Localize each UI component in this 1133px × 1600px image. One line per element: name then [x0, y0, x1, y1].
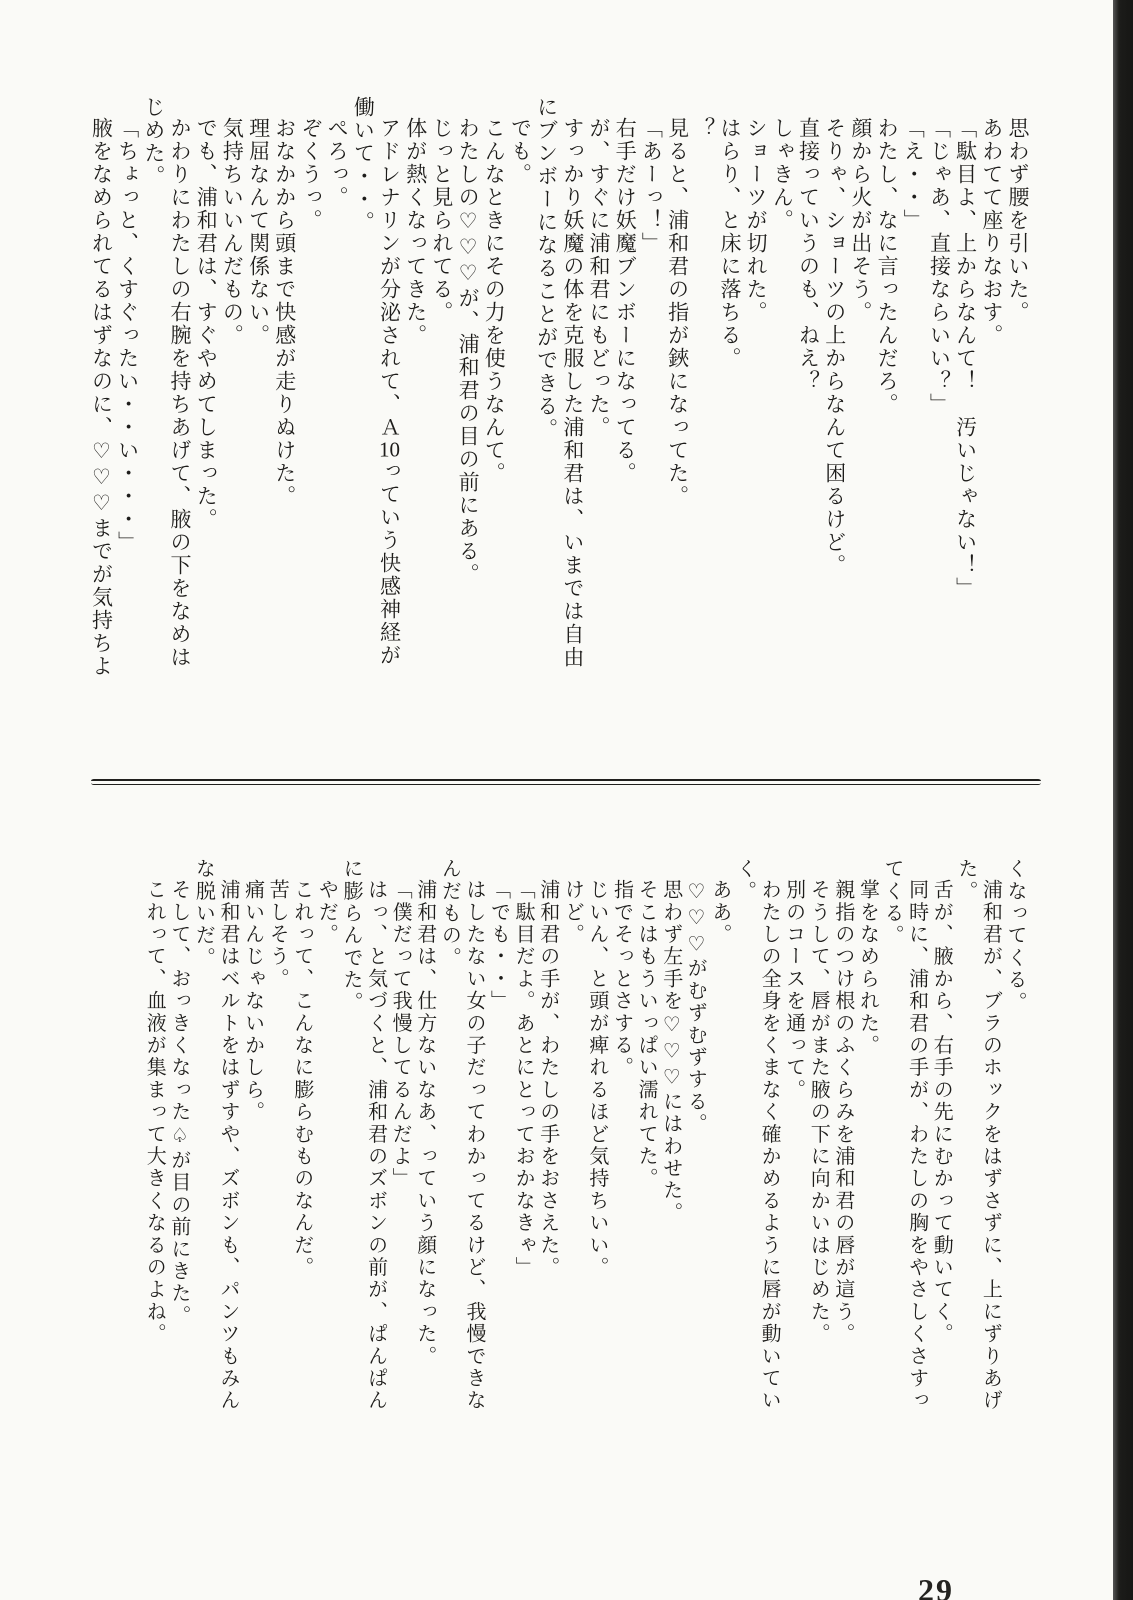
text-line: 右手だけ妖魔ブンボーになってる。: [613, 117, 638, 485]
scan-edge-black-strip: [1113, 0, 1133, 1600]
section-divider-rule: [91, 779, 1041, 785]
text-line: 「でも・・」: [487, 879, 510, 1013]
page-number: 29: [918, 1572, 954, 1600]
text-line: 苦しそう。: [266, 879, 289, 990]
text-line: ショーツが切れた。: [744, 117, 769, 324]
text-line: 掌をなめられた。: [856, 879, 879, 1057]
text-line: 痛いんじゃないかしら。: [241, 879, 264, 1124]
text-line: 浦和君は、仕方ないなあ、っていう顔になった。: [413, 879, 436, 1368]
text-line: 思わず腰を引いた。: [1006, 117, 1030, 324]
text-line: 腋をなめられてるはずなのに、♡♡♡までが気持ちよ: [89, 117, 114, 678]
top-text-block: [90, 96, 1033, 706]
text-line: かわりにわたしの右腕を持ちあげて、腋の下をなめは: [168, 117, 192, 669]
text-line: わたしの全身をくまなく確かめるように唇が動いてい: [758, 879, 781, 1412]
text-line: ♡♡♡がむずむずする。: [684, 879, 707, 1136]
text-line: 体が熱くなってきた。: [403, 117, 428, 347]
text-line: あわてて座りなおす。: [979, 117, 1004, 347]
text-line: 気持ちいいんだもの。: [220, 117, 245, 347]
text-line: 別のコースを通って。: [782, 879, 805, 1101]
text-line: 舌が、腋から、右手の先にむかって動いてく。: [930, 879, 953, 1346]
text-line: しゃきん。: [770, 117, 795, 232]
text-line: た。: [954, 858, 977, 903]
text-line: 直接っていうのも、ねえ？: [796, 117, 821, 393]
text-line: でも。: [508, 117, 533, 186]
text-line: けど。: [561, 879, 584, 946]
text-line: んだもの。: [438, 858, 461, 969]
text-line: わたしの♡♡♡が、浦和君の目の前にある。: [456, 117, 481, 586]
text-line: く。: [733, 858, 756, 903]
text-line: 同時に、浦和君の手が、わたしの胸をやさしくさすっ: [905, 879, 928, 1412]
text-line: はっ、と気づくと、浦和君のズボンの前が、ぱんぱん: [364, 879, 387, 1412]
text-line: 思わず左手を♡♡♡にはわせた。: [659, 879, 682, 1224]
text-line: 働いて・・。: [351, 96, 376, 234]
text-line: わたし、なに言ったんだろ。: [875, 117, 900, 416]
text-line: すっかり妖魔の体を克服した浦和君は、いまでは自由: [560, 117, 585, 669]
text-line: 「駄目だよ。あとにとっておかなきゃ」: [512, 879, 535, 1279]
text-line: 浦和君はベルトをはずすや、ズボンも、パンツもみん: [217, 879, 239, 1412]
text-line: ？: [691, 117, 716, 140]
text-line: でも、浦和君は、すぐやめてしまった。: [194, 117, 219, 531]
text-line: 浦和君が、ブラのホックをはずさずに、上にずりあげ: [979, 879, 1002, 1412]
text-line: これって、こんなに膨らむものなんだ。: [290, 879, 313, 1279]
text-line: てくる。: [881, 858, 904, 947]
text-line: そりゃ、ショーツの上からなんて困るけど。: [822, 117, 847, 577]
text-line: おなかから頭まで快感が走りぬけた。: [272, 117, 297, 508]
text-line: ああ。: [708, 879, 731, 946]
text-line: そして、おっきくなった♤が目の前にきた。: [167, 879, 190, 1327]
text-line: 「あーっ！」: [639, 117, 664, 255]
text-line: 見ると、浦和君の指が鋏になってた。: [665, 117, 690, 508]
text-line: 指でそっとさする。: [610, 879, 633, 1079]
text-line: じっと見られてる。: [429, 117, 454, 324]
text-line: こんなときにその力を使うなんて。: [482, 117, 507, 485]
text-line: じめた。: [141, 96, 166, 188]
text-line: 親指のつけ根のふくらみを浦和君の唇が這う。: [831, 879, 854, 1346]
text-line: 「じゃあ、直接ならいい？」: [927, 117, 952, 416]
text-line: が、すぐに浦和君にもどった。: [587, 117, 611, 439]
text-line: ぺろっ。: [325, 117, 350, 209]
text-line: やだ。: [315, 879, 338, 946]
text-line: ぞくうっ。: [298, 117, 323, 232]
text-line: 理屈なんて関係ない。: [246, 117, 271, 347]
text-line: 「ちょっと、くすぐったい・・い・・・」: [115, 117, 140, 554]
text-line: アドレナリンが分泌されて、Ａ10っていう快感神経が: [377, 117, 402, 667]
text-line: そうして、唇がまた腋の下に向かいはじめた。: [807, 879, 830, 1346]
text-line: 「え・・」: [901, 117, 926, 232]
text-line: 「駄目よ、上からなんて！ 汚いじゃない！」: [953, 117, 978, 600]
text-line: な脱いだ。: [192, 858, 215, 969]
text-line: にブンボーになることができる。: [534, 96, 559, 441]
bottom-text-block: [145, 858, 1030, 1466]
text-line: 「僕だって我慢してるんだよ」: [389, 879, 412, 1190]
text-line: はらり、と床に落ちる。: [717, 117, 742, 370]
text-line: 浦和君の手が、わたしの手をおさえた。: [536, 879, 559, 1279]
text-line: これって、血液が集まって大きくなるのよね。: [143, 879, 166, 1346]
text-line: くなってくる。: [1004, 858, 1026, 1014]
text-line: そこはもういっぱい濡れてた。: [635, 879, 658, 1190]
text-line: じいん、と頭が痺れるほど気持ちいい。: [585, 879, 608, 1279]
text-line: 顔から火が出そう。: [848, 117, 873, 324]
text-line: に膨らんでた。: [339, 858, 362, 1014]
text-line: はしたない女の子だってわかってるけど、我慢できな: [462, 879, 485, 1412]
